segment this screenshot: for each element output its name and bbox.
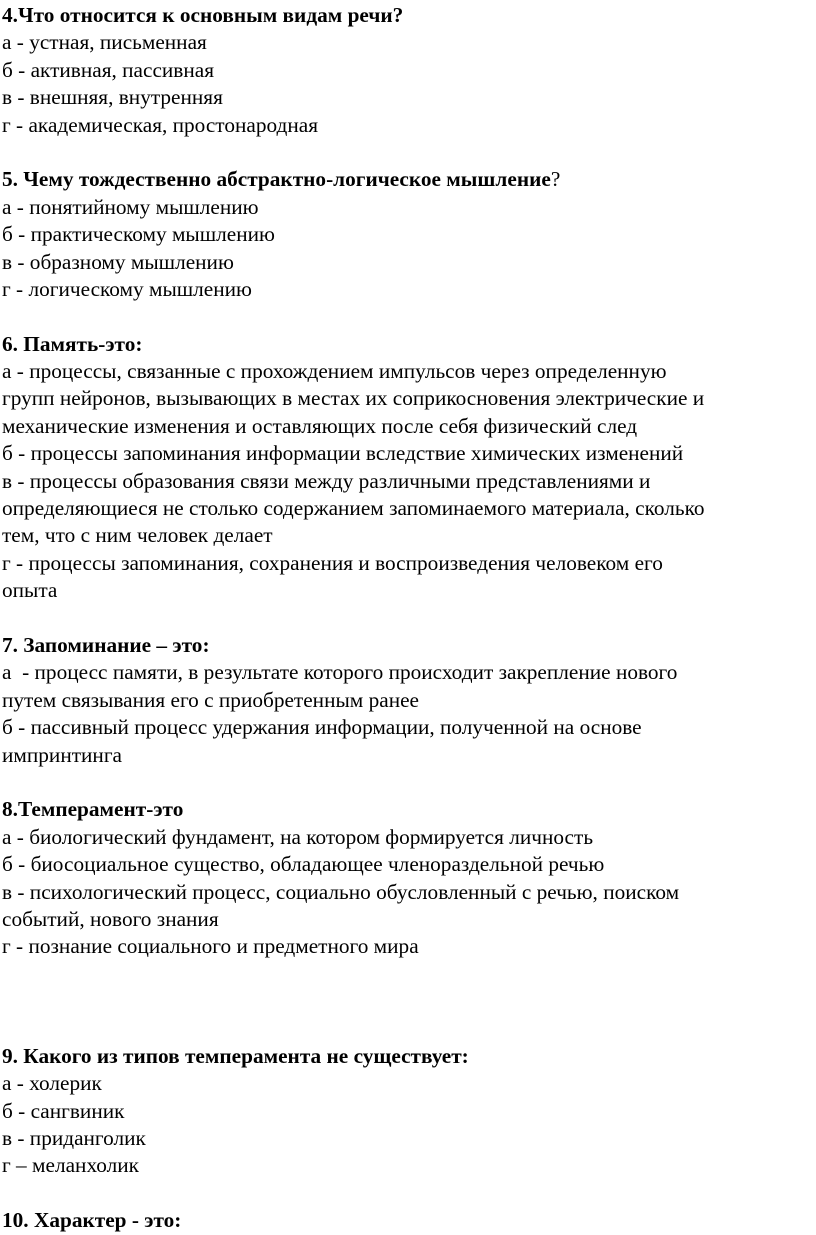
spacer	[2, 1015, 814, 1042]
answer-line: импринтинга	[2, 742, 123, 767]
answer-line: в - внешняя, внутренняя	[2, 85, 223, 110]
answer-line: тем, что с ним человек делает	[2, 523, 273, 548]
question-title: 9. Какого из типов темперамента не существует:	[2, 1043, 469, 1068]
answer-line: а - устная, письменная	[2, 30, 207, 55]
answer-line: в - психологический процесс, социально обусловленный с речью, поиском	[2, 879, 680, 904]
question-title-line	[2, 166, 814, 193]
answer-line: а - биологический фундамент, на котором формируется личность	[2, 824, 594, 849]
answer-line: событий, нового знания	[2, 906, 219, 931]
spacer	[2, 139, 814, 166]
answer-line: б - практическому мышлению	[2, 222, 275, 247]
question-title: 8.Темперамент-это	[2, 797, 184, 822]
answer-line: определяющиеся не столько содержанием запоминаемого материала, сколько	[2, 496, 705, 521]
answer-line: опыта	[2, 578, 58, 603]
question-title: 7. Запоминание – это:	[2, 632, 210, 657]
answer-line: механические изменения и оставляющих после себя физический след	[2, 413, 638, 438]
answer-line: г - процессы запоминания, сохранения и воспроизведения человеком его	[2, 550, 663, 575]
spacer	[2, 303, 814, 330]
question-10	[2, 1207, 814, 1234]
answer-line: путем связывания его с приобретенным ранее	[2, 687, 419, 712]
spacer	[2, 1180, 814, 1207]
question-title: 5. Чему тождественно абстрактно-логическое мышление	[2, 167, 551, 192]
answer-line: а - процесс памяти, в результате которого происходит закрепление нового	[2, 660, 678, 685]
spacer	[2, 769, 814, 796]
spacer	[2, 961, 814, 988]
answer-line: а - понятийному мышлению	[2, 194, 259, 219]
question-7	[2, 632, 814, 769]
question-4	[2, 2, 814, 139]
answer-line: в - образному мышлению	[2, 249, 234, 274]
answer-line: б - активная, пассивная	[2, 57, 215, 82]
question-title: 4.Что относится к основным видам речи?	[2, 3, 404, 27]
question-9	[2, 1043, 814, 1180]
document-page	[2, 2, 814, 1235]
answer-line: а - процессы, связанные с прохождением импульсов через определенную	[2, 359, 667, 384]
spacer	[2, 988, 814, 1015]
answer-line: б - процессы запоминания информации вследствие химических изменений	[2, 441, 684, 466]
question-title: 6. Память-это:	[2, 331, 143, 356]
question-title-tail: ?	[550, 167, 561, 192]
question-8	[2, 796, 814, 960]
answer-line: в - приданголик	[2, 1126, 146, 1151]
answer-line: а - холерик	[2, 1071, 102, 1096]
answer-line: г - познание социального и предметного мира	[2, 934, 419, 959]
question-5	[2, 166, 814, 303]
answer-line: б - пассивный процесс удержания информации, полученной на основе	[2, 715, 642, 740]
answer-line: в - процессы образования связи между различными представлениями и	[2, 468, 651, 493]
answer-line: б - биосоциальное существо, обладающее членораздельной речью	[2, 852, 605, 877]
answer-line: г - академическая, простонародная	[2, 112, 319, 137]
answer-line: г - логическому мышлению	[2, 276, 252, 301]
answer-line: г – меланхолик	[2, 1153, 140, 1178]
question-6	[2, 331, 814, 605]
answer-line: б - сангвиник	[2, 1098, 125, 1123]
spacer	[2, 605, 814, 632]
answer-line: групп нейронов, вызывающих в местах их соприкосновения электрические и	[2, 386, 705, 411]
question-title: 10. Характер - это:	[2, 1208, 182, 1233]
